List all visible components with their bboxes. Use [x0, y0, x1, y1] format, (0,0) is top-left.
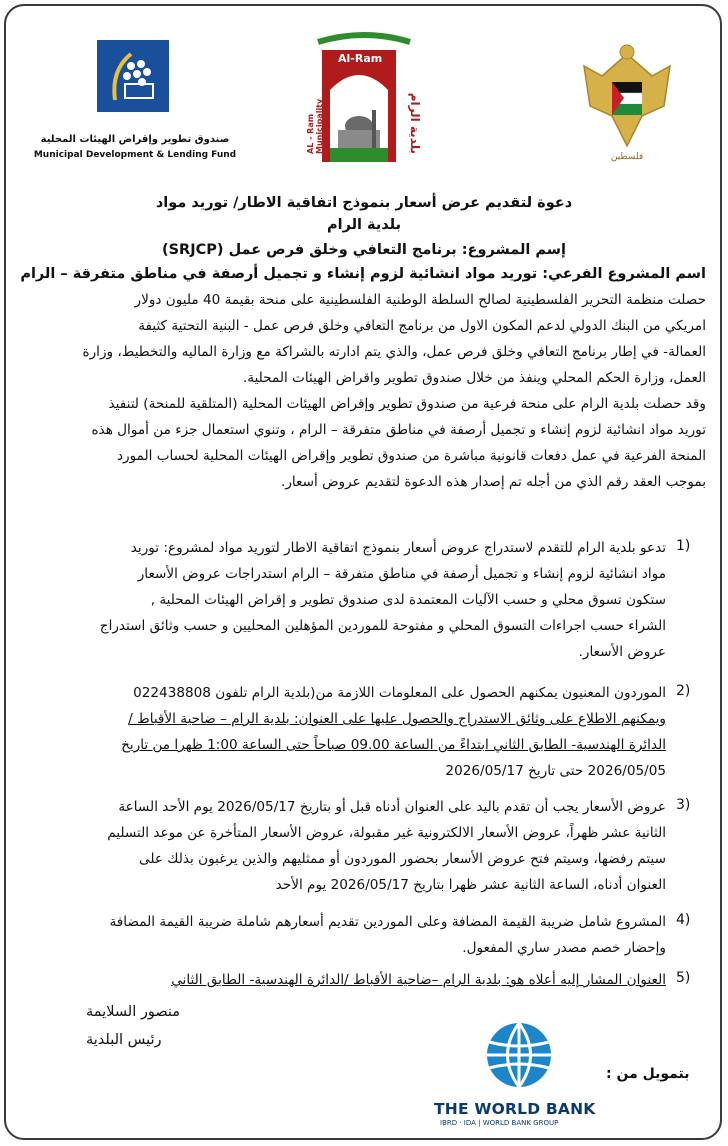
paragraph-line: العمل، وزارة الحكم المحلي وينفذ من خلال صندوق تطوير واقراض الهيئات المحلية.	[242, 370, 706, 386]
item-line: 2026/05/05 حتى تاريخ 2026/05/17	[445, 763, 666, 779]
paragraph-line: حصلت منظمة التحرير الفلسطينية لصالح السلطة الوطنية الفلسطينية على منحة بقيمة 40 مليون دولار	[134, 292, 706, 308]
paragraph-line: المنحة الفرعية في عمل دفعات قانونية مباشرة من صندوق تطوير وإقراض الهيئات المحلية لحساب المورد	[116, 448, 706, 464]
paragraph-line: توريد مواد انشائية لزوم إنشاء و تجميل أرصفة في مناطق متفرقة – الرام ، وتنوي استعمال جزء من أموال هذه	[91, 422, 706, 438]
item-number: 1)	[676, 538, 691, 554]
world-bank-logo	[428, 1016, 608, 1127]
signatory-name: منصور السلايمة	[86, 1004, 181, 1020]
world-bank-subtitle: IBRD · IDA | WORLD BANK GROUP	[440, 1119, 559, 1127]
item-number: 5)	[676, 970, 691, 986]
heading-subproject-name: اسم المشروع الفرعي: توريد مواد انشائية لزوم إنشاء و تجميل أرصفة في مناطق متفرقة – الرام	[20, 266, 706, 282]
alram-name-side-ar: بلدية الرام	[408, 92, 422, 154]
alram-name-top: Al-Ram	[334, 52, 386, 65]
item-line: مواد انشائية لزوم إنشاء و تجميل أرصفة في مناطق متفرقة – الرام استدراجات عروض الأسعار	[137, 566, 666, 582]
item-line: العنوان المشار إليه أعلاه هو: بلدية الرام –ضاحية الأقباط /الدائرة الهندسية- الطابق الثاني	[171, 972, 666, 988]
alram-name-side-en: AL - Ram Municipality	[306, 98, 324, 154]
heading-title: دعوة لتقديم عرض أسعار بنموذج اتفاقية الاطار/ توريد مواد	[155, 195, 573, 211]
item-line: وإحضار خصم مصدر ساري المفعول.	[462, 940, 666, 956]
paragraph-line: وقد حصلت بلدية الرام على منحة فرعية من صندوق تطوير وإقراض الهيئات المحلية (المتلقية للمنحة) لتنفيذ	[108, 396, 706, 412]
funded-by-label: بتمويل من :	[606, 1066, 690, 1082]
item-line: العنوان أدناه، الساعة الثانية عشر ظهرا بتاريخ 2026/05/17 يوم الأحد	[275, 877, 666, 893]
item-line: الثانية عشر ظهراً، عروض الأسعار الالكترونية غير مقبولة، عروض الأسعار المتأخرة عن موعد التسليم	[107, 825, 666, 841]
world-bank-name: THE WORLD BANK	[434, 1100, 596, 1118]
item-line: الدائرة الهندسية- الطابق الثاني ابتداءً من الساعة 09.00 صباحاً حتى الساعة 1:00 ظهرا من تاريخ	[121, 737, 666, 753]
item-number: 4)	[676, 912, 691, 928]
item-line: ويمكنهم الاطلاع على وثائق الاستدراج والحصول عليها على العنوان: بلدية الرام – ضاحية الأقباط /	[128, 711, 666, 727]
world-bank-globe-icon	[484, 1020, 554, 1090]
mdlf-name-ar: صندوق تطوير وإقراض الهيئات المحلية	[40, 134, 230, 145]
paragraph-line: العمالة- في إطار برنامج التعافي وخلق فرص عمل، والذي يتم ادارته بالشراكة مع وزارة الماليه والتخطيط، وزارة	[82, 344, 706, 360]
palestine-caption: فلسطين	[610, 152, 644, 162]
item-line: المشروع شامل ضريبة القيمة المضافة وعلى الموردين تقديم أسعارهم شاملة ضريبة القيمة المضافة	[109, 914, 666, 930]
signatory-title: رئيس البلدية	[86, 1032, 162, 1048]
mdlf-name-en: Municipal Development & Lending Fund	[33, 150, 237, 160]
item-line: ستكون تسوق محلي و حسب الآليات المعتمدة لدى صندوق تطوير و إقراض الهيئات المحلية ,	[150, 592, 666, 608]
item-line: عروض الأسعار.	[578, 644, 666, 660]
paragraph-line: امريكي من البنك الدولي لدعم المكون الاول من برنامج التعافي وخلق فرص عمل - البنية التحتية كثيفة	[138, 318, 706, 334]
item-line: عروض الأسعار يجب أن تقدم باليد على العنوان أدناه قبل أو بتاريخ 2026/05/17 يوم الأحد الساعة	[118, 799, 666, 815]
item-number: 2)	[676, 683, 691, 699]
item-line: تدعو بلدية الرام للتقدم لاستدراج عروض أسعار بنموذج اتفاقية الاطار لتوريد مواد لمشروع: توريد	[130, 540, 666, 556]
item-line: سيتم رفضها، وسيتم فتح عروض الأسعار بحضور الموردون أو ممثليهم والذين يرغبون بذلك على	[139, 851, 666, 867]
palestine-eagle-emblem	[572, 36, 682, 166]
paragraph-line: بموجب العقد رقم الذي من أجله تم إصدار هذه الدعوة لتقديم عروض أسعار.	[281, 474, 706, 490]
item-line: الشراء حسب اجراءات التسوق المحلي و مفتوحة للموردين المؤهلين المحليين و حسب وثائق استدراج	[99, 618, 666, 634]
alram-municipality-logo	[308, 30, 420, 170]
mdlf-emblem-icon	[97, 40, 169, 112]
heading-project-name: إسم المشروع: برنامج التعافي وخلق فرص عمل (SRJCP)	[161, 242, 567, 258]
mdlf-logo	[30, 36, 240, 172]
heading-municipality: بلدية الرام	[326, 217, 402, 233]
item-number: 3)	[676, 797, 691, 813]
item-line: الموردون المعنيون يمكنهم الحصول على المعلومات اللازمة من(بلدية الرام تلفون 022438808	[133, 685, 666, 701]
